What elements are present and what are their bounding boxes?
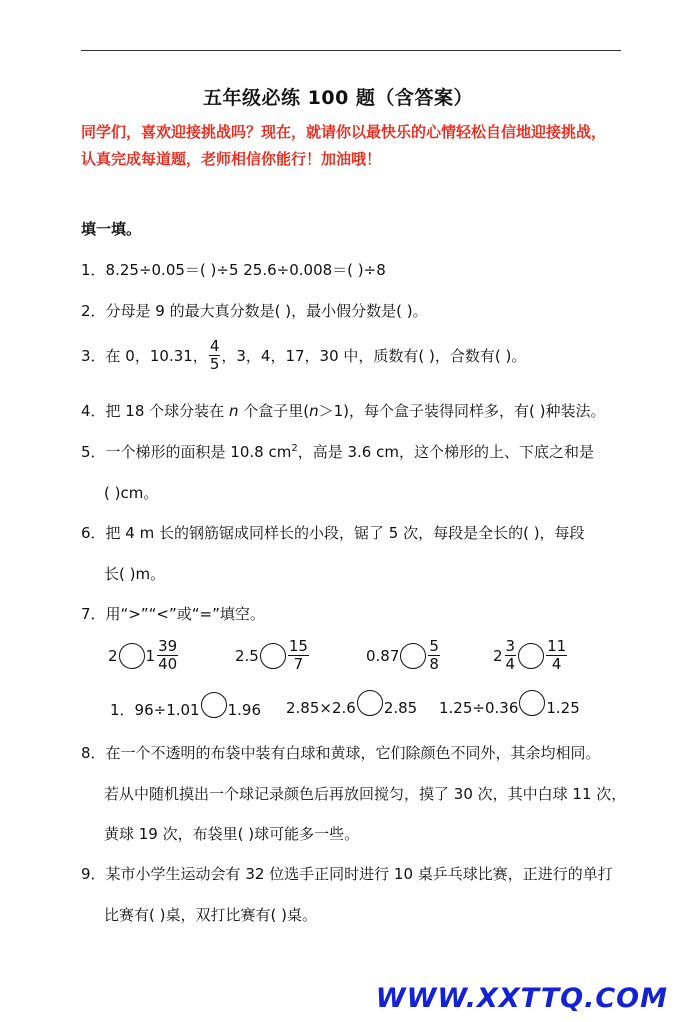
question-1: 1．8.25÷0.05＝( )÷5 25.6÷0.008＝( )÷8 [81,261,386,279]
question-3-prefix: 3．在 0，10.31， [81,347,208,366]
compare-6 [286,699,417,717]
fraction-denominator: 4 [505,655,516,674]
fraction [428,638,440,674]
question-4-part-c: ＞1)，每个盒子装得同样多，有( )种装法。 [318,402,606,420]
compare-right: 1.96 [227,700,262,719]
mixed-whole: 1 [145,646,156,665]
compare-left: 2.85×2.6 [286,699,356,717]
fraction-numerator: 39 [158,637,178,655]
fraction-numerator: 3 [505,637,516,655]
question-8-line-3: 黄球 19 次，布袋里( )球可能多一些。 [104,825,360,843]
fraction [546,638,567,674]
answer-circle[interactable] [518,643,544,669]
question-3-suffix: ，3，4，17，30 中，质数有( )，合数有( )。 [221,347,527,366]
compare-left: 0.87 [366,646,400,665]
fraction-numerator: 5 [429,637,439,655]
fraction-denominator: 7 [293,655,304,674]
compare-4 [493,638,568,674]
fraction-numerator: 4 [209,337,220,355]
mixed-whole: 2 [493,646,503,665]
compare-right: 2.85 [383,699,418,717]
intro-line-2: 认真完成每道题，老师相信你能行！加油哦！ [81,150,382,168]
compare-left: 2.5 [235,646,259,665]
compare-3 [366,638,441,674]
question-4-part-a: 4．把 18 个球分装在 [81,402,229,420]
compare-5 [110,699,261,720]
compare-left: 1.25÷0.36 [439,699,519,717]
fraction [288,638,309,674]
question-4-part-b: 个盒子里( [238,402,310,420]
fraction [505,638,517,674]
fraction-denominator: 4 [551,655,562,674]
fraction-denominator: 5 [209,355,220,374]
compare-1 [108,638,179,674]
answer-circle[interactable] [260,643,286,669]
question-4 [81,400,605,421]
answer-circle[interactable] [201,692,227,718]
answer-circle[interactable] [357,690,383,716]
fraction-numerator: 11 [547,637,567,655]
fraction-denominator: 8 [429,655,439,674]
question-3 [81,338,526,374]
question-7-intro: 7．用“>”“<”或“=”填空。 [81,605,265,623]
superscript-2: 2 [291,443,298,454]
variable-n: n [309,402,319,420]
answer-circle[interactable] [519,690,545,716]
site-watermark: WWW.XXTTQ.COM [375,983,668,1014]
compare-7 [439,699,580,717]
question-2: 2．分母是 9 的最大真分数是( )，最小假分数是( )。 [81,302,428,320]
compare-right: 1.25 [546,699,580,717]
question-8-line-1: 8．在一个不透明的布袋中装有白球和黄球，它们除颜色不同外，其余均相同。 [81,744,601,762]
question-5-part-b: ，高是 3.6 cm，这个梯形的上、下底之和是 [297,443,594,461]
question-6-line-1: 6．把 4 m 长的钢筋锯成同样长的小段，锯了 5 次，每段是全长的( )，每段 [81,524,585,542]
fraction [157,638,178,674]
compare-left: 1．96÷1.01 [110,701,200,719]
page-title: 五年级必练 100 题（含答案） [203,87,473,109]
compare-left: 2 [108,646,118,665]
question-9-line-1: 9．某市小学生运动会有 32 位选手正同时进行 10 桌乒乓球比赛，正进行的单打 [81,865,613,883]
intro-line-1: 同学们，喜欢迎接挑战吗？现在，就请你以最快乐的心情轻松自信地迎接挑战， [81,123,607,141]
answer-circle[interactable] [400,643,426,669]
fraction-denominator: 40 [158,655,178,674]
fraction-numerator: 15 [288,637,308,655]
header-rule [81,50,621,51]
question-5-part-a: 5．一个梯形的面积是 10.8 cm [81,443,292,461]
question-9-line-2: 比赛有( )桌，双打比赛有( )桌。 [104,906,317,924]
variable-n: n [228,402,239,420]
question-5 [81,441,594,462]
fraction-4-5 [209,338,221,374]
question-8-line-2: 若从中随机摸出一个球记录颜色后再放回搅匀，摸了 30 次，其中白球 11 次， [104,785,627,803]
question-6-line-2: 长( )m。 [104,565,166,583]
answer-circle[interactable] [119,643,145,669]
compare-2 [235,638,310,674]
section-title: 填一填。 [81,220,142,238]
question-5-line-2: ( )cm。 [104,484,159,502]
